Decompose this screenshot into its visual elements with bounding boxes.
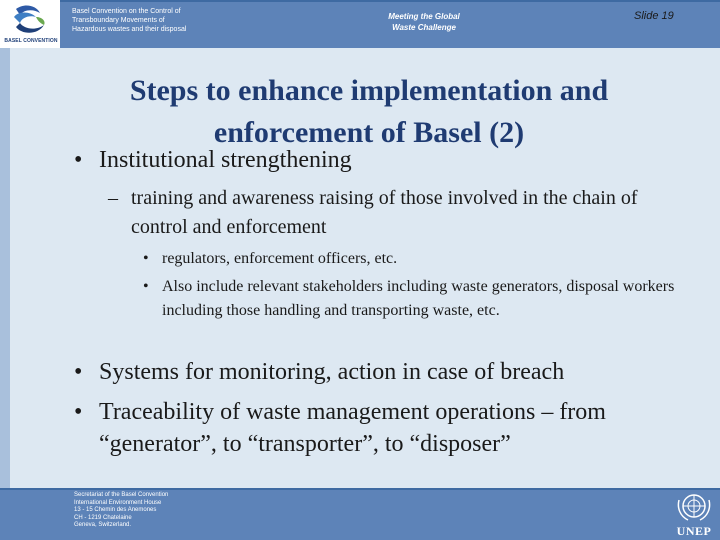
footer-bar bbox=[0, 488, 720, 540]
conference-name: Meeting the Global Waste Challenge bbox=[388, 12, 460, 32]
bullet-monitoring: Systems for monitoring, action in case of breach bbox=[99, 359, 565, 385]
unep-label: UNEP bbox=[676, 524, 712, 538]
bullet-dot: • bbox=[74, 147, 83, 173]
left-edge-band bbox=[0, 48, 10, 488]
sub-bullet-training: training and awareness raising of those involved in the chain of control and enforcement bbox=[131, 187, 638, 238]
basel-logo-icon bbox=[6, 3, 54, 37]
footer-divider bbox=[0, 488, 720, 490]
un-emblem-icon bbox=[668, 490, 720, 526]
dash-bullet: – bbox=[108, 187, 118, 209]
header-stripe bbox=[0, 0, 720, 2]
bullet-institutional: Institutional strengthening bbox=[99, 147, 352, 173]
basel-logo bbox=[0, 0, 60, 48]
subsub-bullet-stakeholders: Also include relevant stakeholders including waste generators, disposal workers including those handling and transporting waste, etc. bbox=[162, 278, 675, 319]
bullet-dot-small: • bbox=[143, 278, 149, 295]
subsub-bullet-regulators: regulators, enforcement officers, etc. bbox=[162, 250, 398, 267]
bullet-dot: • bbox=[74, 359, 83, 385]
slide-title: Steps to enhance implementation and enforcement of Basel (2) bbox=[129, 74, 609, 149]
organization-name: Basel Convention on the Control of Transboundary Movements of Hazardous wastes and their disposal bbox=[72, 8, 187, 33]
bullet-dot: • bbox=[74, 399, 83, 425]
bullet-traceability: Traceability of waste management operations – from “generator”, to “transporter”, to “disposer” bbox=[99, 399, 606, 457]
header-bar bbox=[0, 0, 720, 48]
unep-logo bbox=[668, 490, 720, 540]
bullet-dot-small: • bbox=[143, 250, 149, 267]
slide-number: Slide 19 bbox=[634, 10, 674, 22]
secretariat-address: Secretariat of the Basel Convention International Environment House 13 - 15 Chemin des Anemones CH - 1219 Chatelaine Geneva, Switzerland. bbox=[74, 492, 169, 528]
logo-label: BASEL CONVENTION bbox=[4, 38, 58, 44]
